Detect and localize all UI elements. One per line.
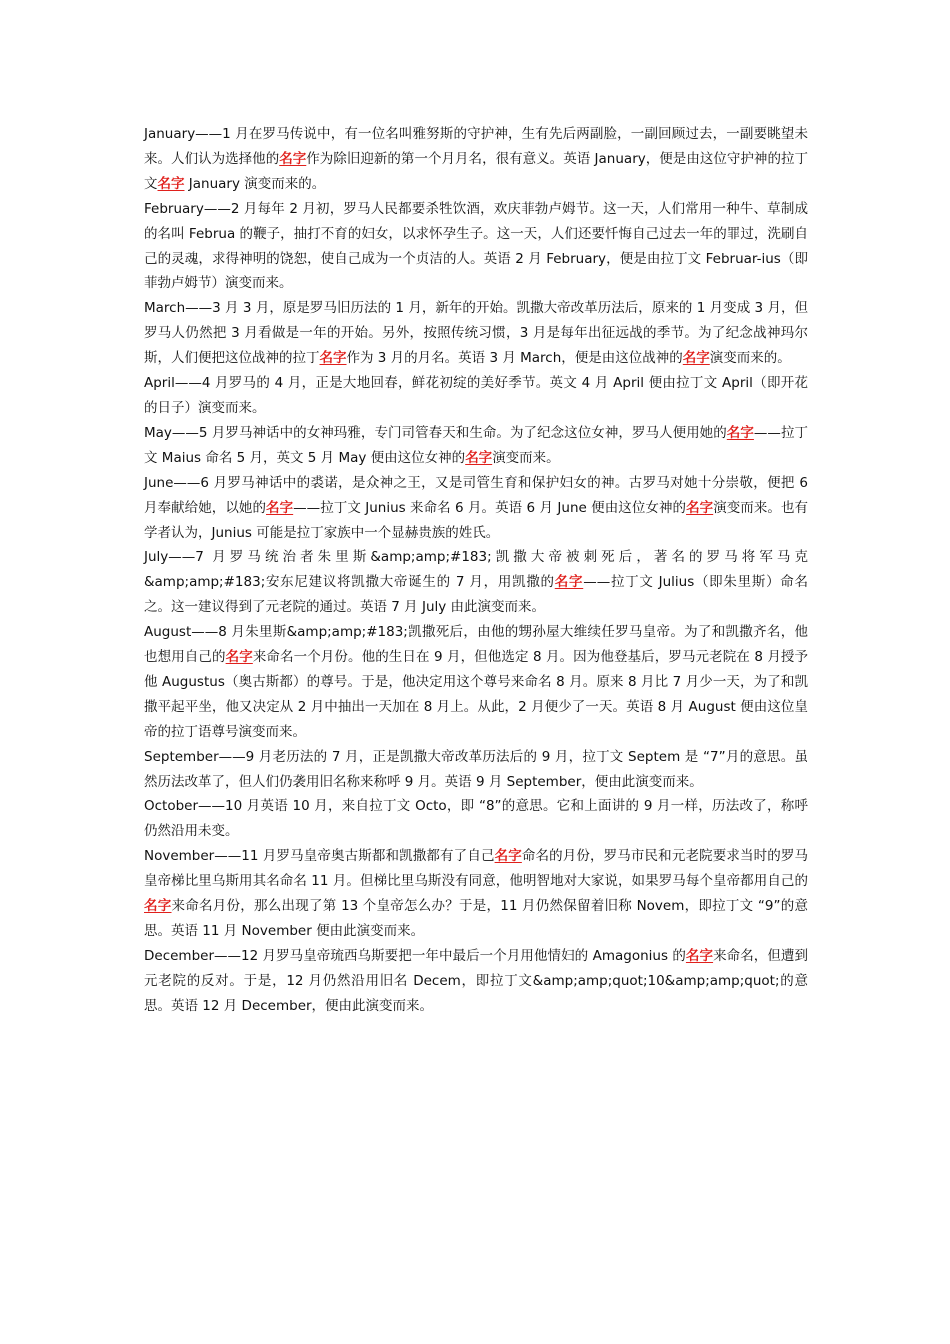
paragraph-text: October——10 月英语 10 月，来自拉丁文 Octo，即 “8”的意思。它和上面讲的 9 月一样，历法改了，称呼仍然沿用未变。 [144, 798, 808, 840]
highlighted-keyword-link[interactable]: 名字 [682, 350, 710, 367]
month-paragraph [144, 296, 808, 371]
month-paragraph [144, 944, 808, 1019]
paragraph-text: ——拉丁文 Julius（即朱里斯）命名之。这一建议得到了元老院的通过。英语 7 月 July 由此演变而来。 [144, 574, 809, 616]
paragraph-text: January 演变而来的。 [184, 175, 326, 192]
paragraph-text: November——11 月罗马皇帝奥古斯都和凯撒都有了自己 [144, 848, 495, 865]
month-paragraph [144, 371, 808, 421]
paragraph-text: 作为除旧迎新的第一个月月名，很有意义。英语 January，便是由这位守护神的拉丁文 [144, 150, 809, 192]
month-paragraph [144, 794, 808, 844]
paragraph-text: 命名的月份，罗马市民和元老院要求当时的罗马皇帝梯比里乌斯用其名命名 11 月。但梯比里乌斯没有同意，他明智地对大家说，如果罗马每个皇帝都用自己的 [144, 848, 809, 890]
paragraph-text: 作为 3 月的月名。英语 3 月 March，便是由这位战神的 [346, 350, 683, 367]
paragraph-text: February——2 月每年 2 月初，罗马人民都要杀牲饮酒，欢庆菲勃卢姆节。这一天，人们常用一种牛、草制成的名叫 Februa 的鞭子，抽打不育的妇女，以求怀孕生子。这一天，人们还要忏悔自己过去一年的罪过，洗刷自己的灵魂，求得神明的饶恕，使自己成为一个贞洁的人。英语 2 月 February，便是由拉丁文 Februar-ius（即菲勃卢姆节）演变而来。 [144, 200, 808, 292]
month-paragraph [144, 620, 808, 745]
highlighted-keyword-link[interactable]: 名字 [465, 449, 493, 466]
month-paragraph [144, 197, 808, 297]
highlighted-keyword-link[interactable]: 名字 [157, 175, 185, 192]
paragraph-text: 来命名一个月份。他的生日在 9 月，但他选定 8 月。因为他登基后，罗马元老院在 8 月授予他 Augustus（奥古斯都）的尊号。于是，他决定用这个尊号来命名 8 月。原来 8 月比 7 月少一天，为了和凯撒平起平坐，他又决定从 2 月中抽出一天加在 8 月上。从此，2 月便少了一天。英语 8 月 August 便由这位皇帝的拉丁语尊号演变而来。 [144, 649, 809, 740]
document-body [144, 122, 808, 1019]
highlighted-keyword-link[interactable]: 名字 [494, 848, 522, 865]
paragraph-text: January——1 月在罗马传说中，有一位名叫雅努斯的守护神，生有先后两副脸，一副回顾过去，一副要眺望未来。人们认为选择他的 [144, 126, 808, 167]
paragraph-text: September——9 月老历法的 7 月，正是凯撒大帝改革历法后的 9 月，拉丁文 Septem 是 “7”月的意思。虽然历法改革了，但人们仍袭用旧名称来称呼 9 月。英语 9 月 September，便由此演变而来。 [144, 748, 808, 790]
month-paragraph [144, 545, 808, 620]
paragraph-text: May——5 月罗马神话中的女神玛雅，专门司管春天和生命。为了纪念这位女神，罗马人便用她的 [144, 424, 727, 441]
paragraph-text: June——6 月罗马神话中的裘诺，是众神之王，又是司管生育和保护妇女的神。古罗马对她十分崇敬，便把 6 月奉献给她，以她的 [144, 474, 808, 516]
paragraph-text: ——拉丁文 Junius 来命名 6 月。英语 6 月 June 便由这位女神的 [293, 499, 687, 516]
highlighted-keyword-link[interactable]: 名字 [144, 898, 172, 915]
month-paragraph [144, 471, 808, 546]
highlighted-keyword-link[interactable]: 名字 [279, 150, 307, 167]
paragraph-text: December——12 月罗马皇帝琉西乌斯要把一年中最后一个月用他情妇的 Amagonius 的 [144, 947, 686, 964]
paragraph-text: July——7 月罗马统治者朱里斯&amp;amp;#183;凯撒大帝被刺死后，著名的罗马将军马克 &amp;amp;#183;安东尼建议将凯撒大帝诞生的 7 月，用凯撒的 [144, 549, 808, 591]
month-paragraph [144, 421, 808, 471]
paragraph-text: 演变而来。 [492, 449, 560, 466]
paragraph-text: 来命名月份，那么出现了第 13 个皇帝怎么办？于是，11 月仍然保留着旧称 Novem，即拉丁文 “9”的意思。英语 11 月 November 便由此演变而来。 [144, 898, 809, 939]
paragraph-text: 来命名，但遭到元老院的反对。于是，12 月仍然沿用旧名 Decem，即拉丁文&amp;amp;quot;10&amp;amp;quot;的意思。英语 12 月 December，便由此演变而来。 [144, 947, 809, 1014]
highlighted-keyword-link[interactable]: 名字 [686, 499, 714, 516]
month-paragraph [144, 745, 808, 795]
paragraph-text: 演变而来的。 [709, 350, 791, 367]
month-paragraph [144, 122, 808, 197]
paragraph-text: April——4 月罗马的 4 月，正是大地回春，鲜花初绽的美好季节。英文 4 月 April 便由拉丁文 April（即开花的日子）演变而来。 [144, 375, 808, 416]
highlighted-keyword-link[interactable]: 名字 [685, 947, 714, 964]
paragraph-text: August——8 月朱里斯&amp;amp;#183;凯撒死后，由他的甥孙屋大维续任罗马皇帝。为了和凯撒齐名，他也想用自己的 [144, 624, 808, 666]
highlighted-keyword-link[interactable]: 名字 [266, 499, 294, 516]
highlighted-keyword-link[interactable]: 名字 [319, 350, 347, 367]
paragraph-text: March——3 月 3 月，原是罗马旧历法的 1 月，新年的开始。凯撒大帝改革历法后，原来的 1 月变成 3 月，但罗马人仍然把 3 月看做是一年的开始。另外，按照传统习惯，3 月是每年出征远战的季节。为了纪念战神玛尔斯，人们便把这位战神的拉丁 [144, 300, 808, 367]
highlighted-keyword-link[interactable]: 名字 [554, 574, 584, 591]
paragraph-text: 演变而来。也有学者认为，Junius 可能是拉丁家族中一个显赫贵族的姓氏。 [144, 499, 809, 541]
highlighted-keyword-link[interactable]: 名字 [225, 649, 253, 666]
paragraph-text: ——拉丁文 Maius 命名 5 月，英文 5 月 May 便由这位女神的 [144, 424, 809, 466]
month-paragraph [144, 844, 808, 944]
highlighted-keyword-link[interactable]: 名字 [726, 424, 754, 441]
